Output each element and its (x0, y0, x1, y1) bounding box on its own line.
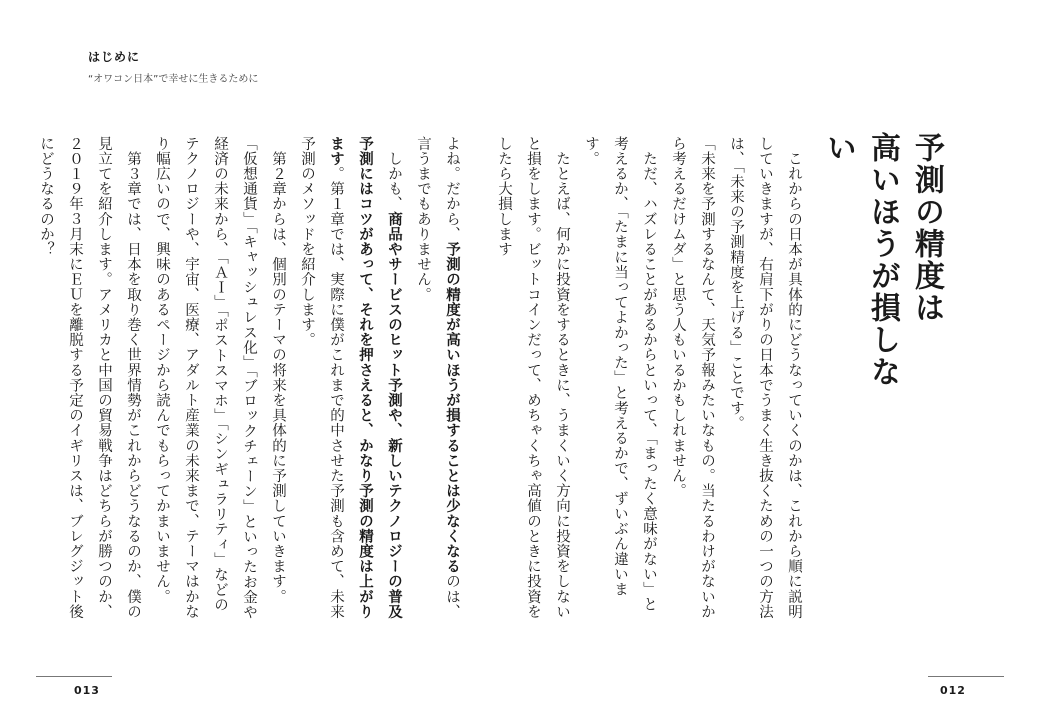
body-paragraph: これからの日本が具体的にどうなっていくのかは、これから順に説明していきますが、右肩下がりの日本でうまく生き抜くための一つの方法は、「未来の予測精度を上げる」ことです。 (728, 136, 802, 620)
body-paragraph: 第２章からは、個別のテーマの将来を具体的に予測していきます。「仮想通貨」「キャッシュレス化」「ブロックチェーン」といったお金や経済の未来から、「ＡＩ」「ポストスマホ」「シンギュラリティ」などのテクノロジーや、宇宙、医療、アダルト産業の未来まで、テーマはかなり幅広いので、興味のあるページから読んでもらってかまいません。 (154, 136, 286, 620)
chapter-subtitle: “オワコン日本”で幸せに生きるために (88, 74, 259, 85)
text-run: しかも、 (386, 136, 402, 212)
text-run: よね。だから、 (444, 136, 460, 242)
left-page-body (38, 136, 466, 624)
footer-rule-right (928, 676, 1004, 677)
body-paragraph (408, 136, 466, 624)
body-paragraph: 「未来を予測するなんて、天気予報みたいなもの。当たるわけがないから考えるだけムダ」と思う人もいるかもしれません。 (670, 136, 715, 620)
section-heading-line1: 予測の精度は (909, 132, 944, 324)
chapter-label: はじめに (88, 50, 141, 64)
emphasis-text: 予測の精度が高いほうが損することは少なくなる (444, 241, 460, 574)
text-run: 。第１章では、実際に僕がこれまで的中させた予測も含めて、未来予測のメソッドを紹介します。 (299, 136, 344, 620)
body-paragraph (292, 136, 408, 624)
page-number-right: 012 (940, 684, 966, 697)
section-heading-line2: 高いほうが損しない (821, 132, 900, 388)
right-page-body (496, 136, 808, 624)
text-run: のは、言うまでもありません。 (415, 136, 460, 620)
footer-rule-left (36, 676, 112, 677)
body-paragraph: たとえば、何かに投資をするときに、うまくいく方向に投資をしないと損をします。ビットコインだって、めちゃくちゃ高値のときに投資をしたら大損します (496, 136, 570, 620)
body-paragraph: 第３章では、日本を取り巻く世界情勢がこれからどうなるのか、僕の見立てを紹介します。アメリカと中国の貿易戦争はどちらが勝つのか、２０１９年３月末にＥＵを離脱する予定のイギリスは、ブレグジット後にどうなるのか？ (38, 136, 141, 620)
section-heading (821, 132, 948, 392)
emphasis-text: 商品やサービスのヒット予測や、新しいテクノロジーの普及予測にはコツがあって、それを押さえると、かなり予測の精度は上がります (328, 136, 402, 620)
body-paragraph: ただ、ハズレることがあるからといって、「まったく意味がない」と考えるか、「たまに当ってよかった」と考えるかで、ずいぶん違います。 (583, 136, 657, 612)
page-number-left: 013 (74, 684, 100, 697)
